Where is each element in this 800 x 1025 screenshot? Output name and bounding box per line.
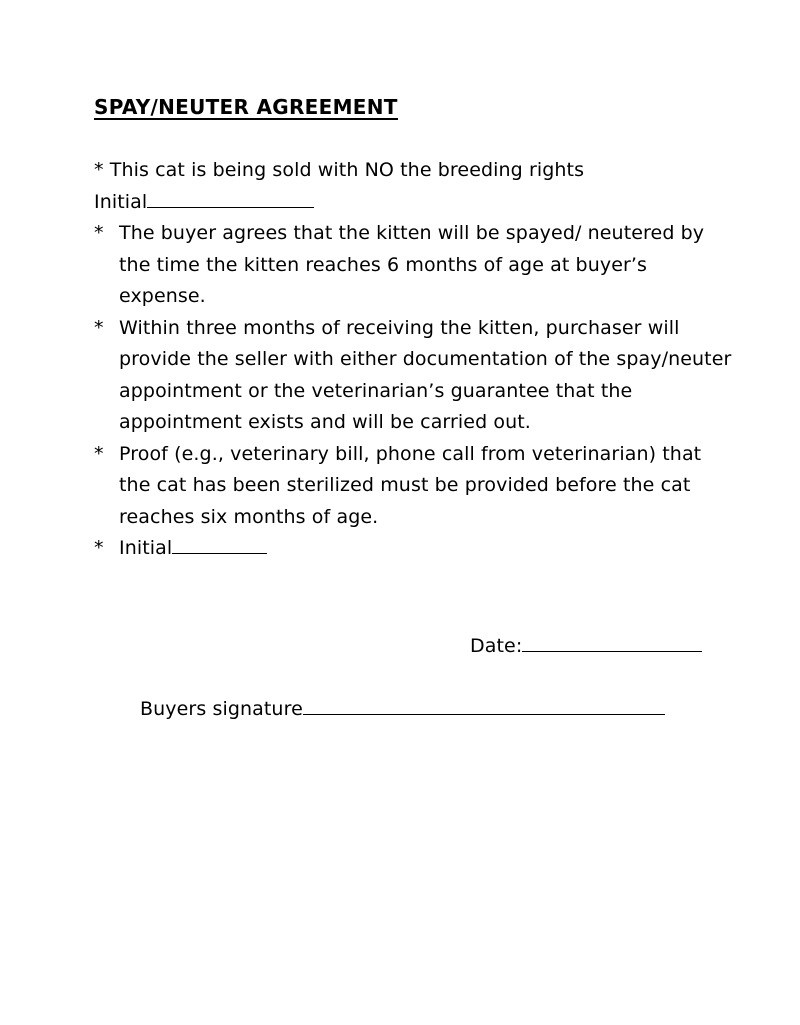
- bullet-star: *: [94, 316, 104, 339]
- signature-line: [140, 694, 665, 726]
- list-item: [94, 533, 734, 565]
- bullet-star: *: [94, 442, 104, 465]
- terms-list: [94, 218, 734, 565]
- bullet-star: *: [94, 537, 104, 559]
- date-line: [470, 631, 702, 663]
- signature-label: Buyers signature: [140, 698, 303, 720]
- list-item: [94, 313, 734, 439]
- signature-blank[interactable]: [303, 696, 665, 715]
- date-label: Date:: [470, 635, 523, 657]
- term-text: Within three months of receiving the kitten, purchaser will provide the seller with either documentation of the spay/neuter appointment or the veterinarian’s guarantee that the appointment exists and will be carried out.: [119, 316, 732, 433]
- initial-blank-2[interactable]: [172, 535, 267, 554]
- date-blank[interactable]: [522, 633, 702, 652]
- term-text: The buyer agrees that the kitten will be spayed/ neutered by the time the kitten reaches 6 months of age at buyer’s expense.: [119, 222, 705, 307]
- initial-line-2: [119, 533, 734, 565]
- breeding-rights-statement: * This cat is being sold with NO the breeding rights: [94, 159, 585, 181]
- list-item: [94, 439, 734, 534]
- bullet-star: *: [94, 222, 104, 244]
- term-text: Proof (e.g., veterinary bill, phone call from veterinarian) that the cat has been sterilized must be provided before the cat reaches six months of age.: [119, 442, 702, 528]
- initial-line-1: [94, 187, 314, 219]
- list-item: [94, 218, 734, 313]
- initial-label: Initial: [119, 537, 173, 559]
- initial-label: Initial: [94, 191, 148, 213]
- document-title: SPAY/NEUTER AGREEMENT: [94, 95, 398, 119]
- initial-blank-1[interactable]: [147, 189, 314, 208]
